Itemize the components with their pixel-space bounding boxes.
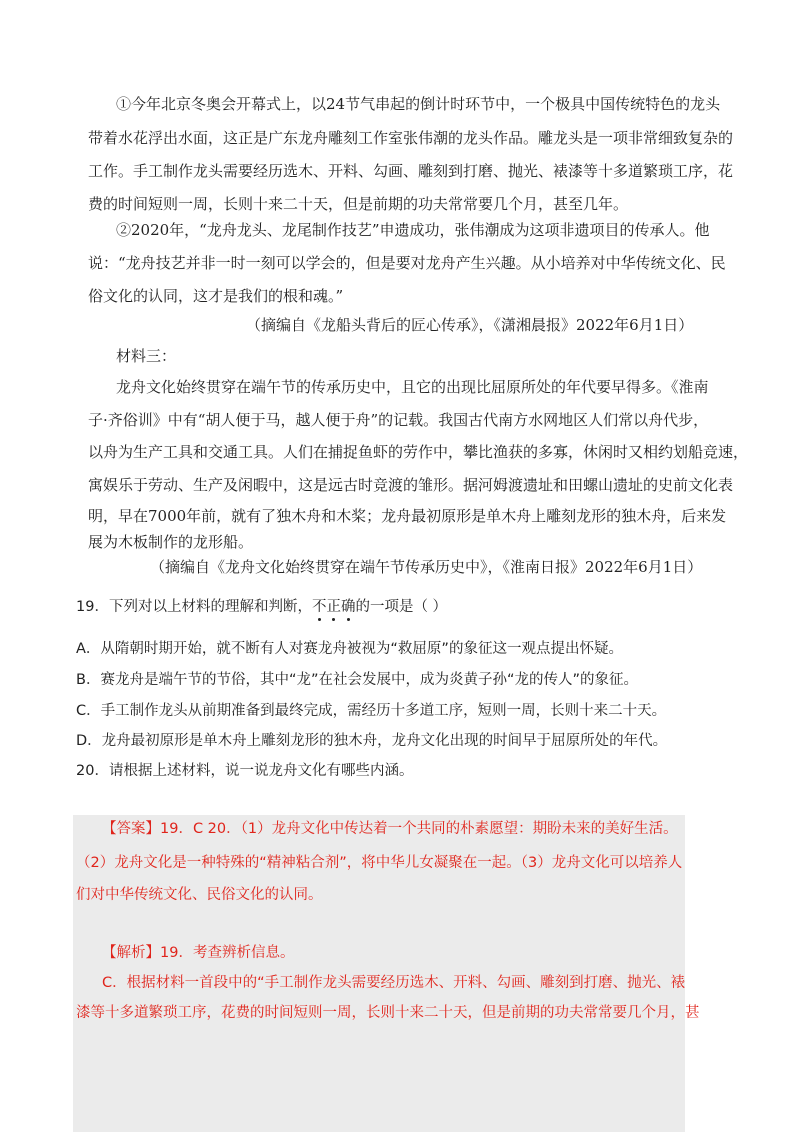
analysis-line-3: 漆等十多道繁琐工序，花费的时间短则一周，长则十来二十天，但是前期的功夫常常要几个月，甚 [76, 1005, 700, 1021]
material2-p2-line-2: 说：“龙舟技艺并非一时一刻可以学会的，但是要对龙舟产生兴趣。从小培养对中华传统文化、民 [88, 254, 726, 272]
material3-p1-line-6: 展为木板制作的龙形船。 [88, 533, 254, 551]
question-19-prefix: 19．下列对以上材料的理解和判断， [76, 599, 312, 615]
material2-p1-line-1: ①今年北京冬奥会开幕式上，以24节气串起的倒计时环节中，一个极具中国传统特色的龙头 [116, 95, 721, 113]
option-c: C．手工制作龙头从前期准备到最终完成，需经历十多道工序，短则一周，长则十来二十天。 [76, 703, 667, 719]
material3-source: （摘编自《龙舟文化始终贯穿在端午节传承历史中》，《淮南日报》2022年6月1日） [150, 558, 703, 576]
material3-heading: 材料三： [116, 347, 177, 365]
analysis-line-2: C．根据材料一首段中的“手工制作龙头需要经历选木、开料、勾画、雕刻到打磨、抛光、裱 [102, 975, 686, 991]
analysis-line-1: 【解析】19．考查辨析信息。 [102, 945, 295, 961]
material3-p1-line-5: 明，早在7000年前，就有了独木舟和木桨；龙舟最初原形是单木舟上雕刻龙形的独木舟，后来发 [88, 507, 727, 525]
material3-p1-line-1: 龙舟文化始终贯穿在端午节的传承历史中，且它的出现比屈原所处的年代要早得多。《淮南 [116, 378, 709, 396]
option-a: A．从隋朝时期开始，就不断有人对赛龙舟被视为“救屈原”的象征这一观点提出怀疑。 [76, 641, 623, 657]
answer-line-3: 们对中华传统文化、民俗文化的认同。 [76, 887, 323, 903]
material3-p1-line-2: 子·齐俗训》中有“胡人便于马，越人便于舟”的记载。我国古代南方水网地区人们常以舟代步， [88, 411, 709, 429]
question-19 [76, 596, 447, 618]
answer-line-2: （2）龙舟文化是一种特殊的“精神粘合剂”，将中华儿女凝聚在一起。（3）龙舟文化可以培养人 [76, 855, 683, 871]
material2-p1-line-4: 费的时间短则一周，长则十来二十天，但是前期的功夫常常要几个月，甚至几年。 [88, 195, 629, 213]
material2-p1-line-3: 工作。手工制作龙头需要经历选木、开料、勾画、雕刻到打磨、抛光、裱漆等十多道繁琐工序，花 [88, 162, 734, 180]
material2-source: （摘编自《龙船头背后的匠心传承》，《潇湘晨报》2022年6月1日） [246, 316, 694, 334]
question-19-suffix: 的一项是（ ） [355, 599, 448, 615]
answer-line-1: 【答案】19．C 20．（1）龙舟文化中传达着一个共同的朴素愿望：期盼未来的美好生活。 [102, 821, 678, 837]
material2-p1-line-2: 带着水花浮出水面，这正是广东龙舟雕刻工作室张伟潮的龙头作品。雕龙头是一项非常细致复杂的 [88, 129, 734, 147]
option-b: B．赛龙舟是端午节的节俗，其中“龙”在社会发展中，成为炎黄子孙“龙的传人”的象征。 [76, 672, 638, 688]
material3-p1-line-4: 寓娱乐于劳动、生产及闲暇中，这是远古时竞渡的雏形。据河姆渡遗址和田螺山遗址的史前文化表 [88, 476, 734, 494]
material3-p1-line-3: 以舟为生产工具和交通工具。人们在捕捉鱼虾的劳作中，攀比渔获的多寡，休闲时又相约划船竞速， [88, 443, 749, 461]
material2-p2-line-3: 俗文化的认同，这才是我们的根和魂。” [88, 287, 344, 305]
option-d: D．龙舟最初原形是单木舟上雕刻龙形的独木舟，龙舟文化出现的时间早于屈原所处的年代。 [76, 733, 668, 749]
material2-p2-line-1: ②2020年，“龙舟龙头、龙尾制作技艺”申遗成功，张伟潮成为这项非遗项目的传承人。他 [116, 221, 710, 239]
question-19-emphasis: 不正确 [311, 599, 356, 615]
question-20: 20．请根据上述材料，说一说龙舟文化有哪些内涵。 [76, 763, 414, 779]
